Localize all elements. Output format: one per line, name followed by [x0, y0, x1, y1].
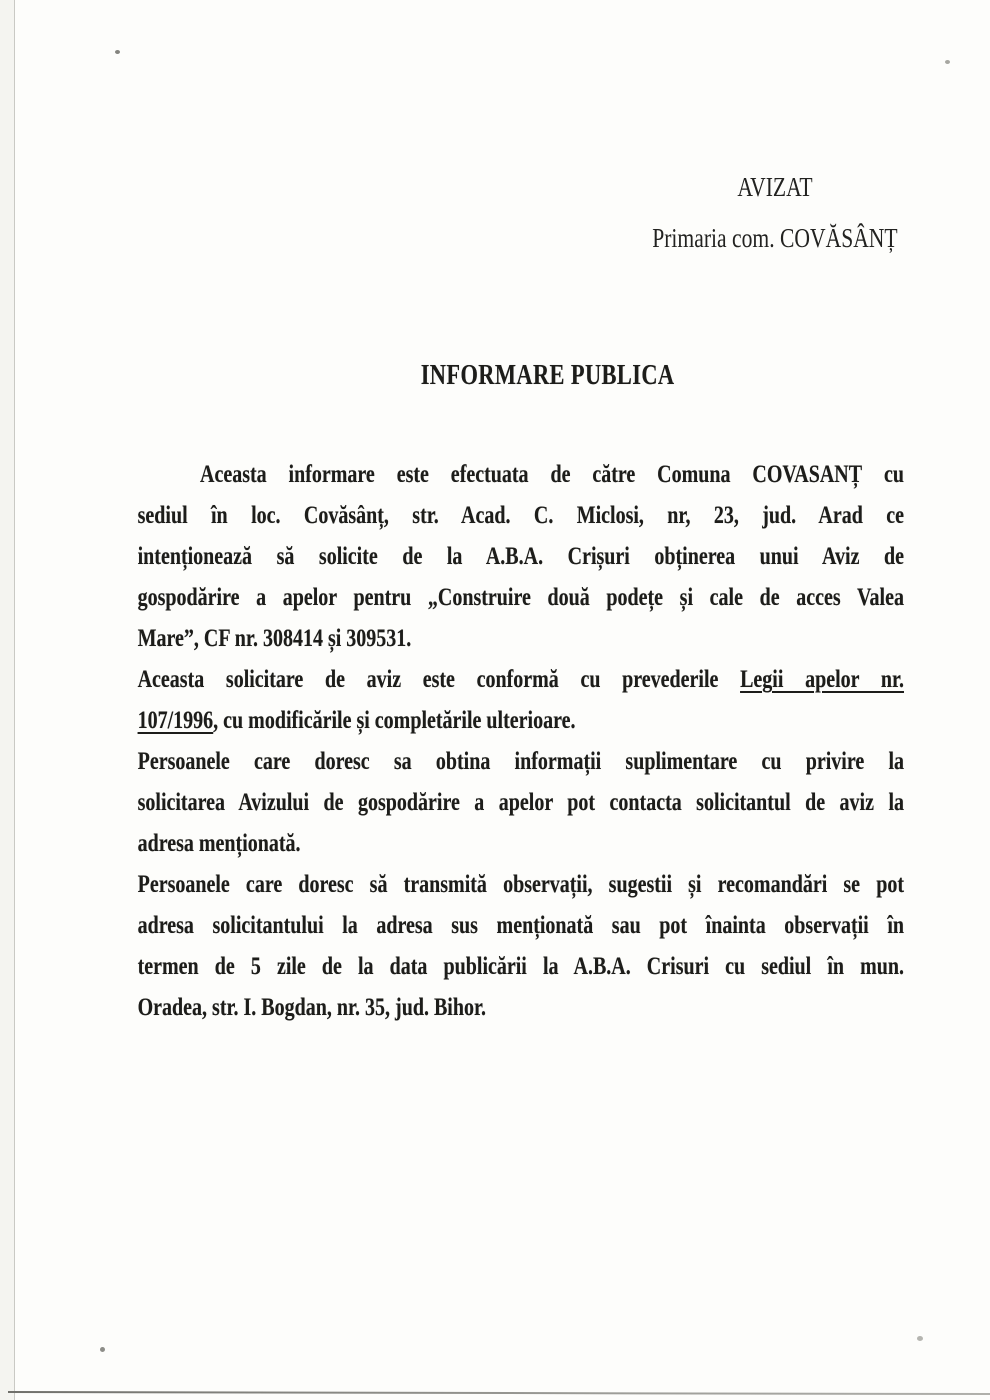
text-segment: Aceasta informare este efectuata de către Comuna COVASANȚ cu [200, 461, 904, 488]
text-segment: Persoanele care doresc sa obtina informații suplimentare cu privire la [137, 748, 905, 775]
text-segment: termen de 5 zile de la data publicării la A.B.A. Crisuri cu sediul în mun. [137, 953, 905, 980]
body-line-7 [138, 700, 904, 741]
underlined-text: Legii apelor nr. [740, 666, 904, 693]
text-segment: , cu modificările și completările ulterioare. [213, 707, 576, 734]
body-line-3 [138, 536, 904, 577]
body-line-6 [138, 659, 904, 700]
body-line-9 [138, 782, 904, 823]
text-segment: Oradea, str. I. Bogdan, nr. 35, jud. Bihor. [137, 994, 487, 1021]
text-segment: adresa menționată. [137, 830, 301, 857]
underlined-text: 107/1996 [137, 707, 214, 734]
approval-label: AVIZAT [737, 172, 813, 202]
body-line-13 [138, 946, 904, 987]
text-segment: solicitarea Avizului de gospodărire a apelor pot contacta solicitantul de aviz la [137, 789, 905, 816]
body-line-5 [138, 618, 904, 659]
text-segment: adresa solicitantului la adresa sus menționată sau pot înainta observații în [137, 912, 905, 939]
body-line-10 [138, 823, 904, 864]
body-line-11 [138, 864, 904, 905]
page-title: INFORMARE PUBLICA [420, 360, 675, 391]
text-segment: sediul în loc. Covăsânț, str. Acad. C. Miclosi, nr, 23, jud. Arad ce [137, 502, 905, 529]
text-segment: Aceasta solicitare de aviz este conformă cu prevederile [137, 666, 741, 693]
body-text [138, 454, 904, 1028]
body-line-12 [138, 905, 904, 946]
body-line-2 [138, 495, 904, 536]
body-line-14 [138, 987, 904, 1028]
body-line-4 [138, 577, 904, 618]
text-segment: Mare”, CF nr. 308414 și 309531. [137, 625, 412, 652]
body-line-8 [138, 741, 904, 782]
approval-authority: Primaria com. COVĂSÂNȚ [652, 223, 898, 253]
text-segment: intenționează să solicite de la A.B.A. Crișuri obținerea unui Aviz de [137, 543, 905, 570]
body-line-1 [138, 454, 904, 495]
approval-block [652, 174, 897, 252]
text-segment: Persoanele care doresc să transmită observații, sugestii și recomandări se pot [137, 871, 905, 898]
text-segment: gospodărire a apelor pentru „Construire două podețe și cale de acces Valea [137, 584, 905, 611]
